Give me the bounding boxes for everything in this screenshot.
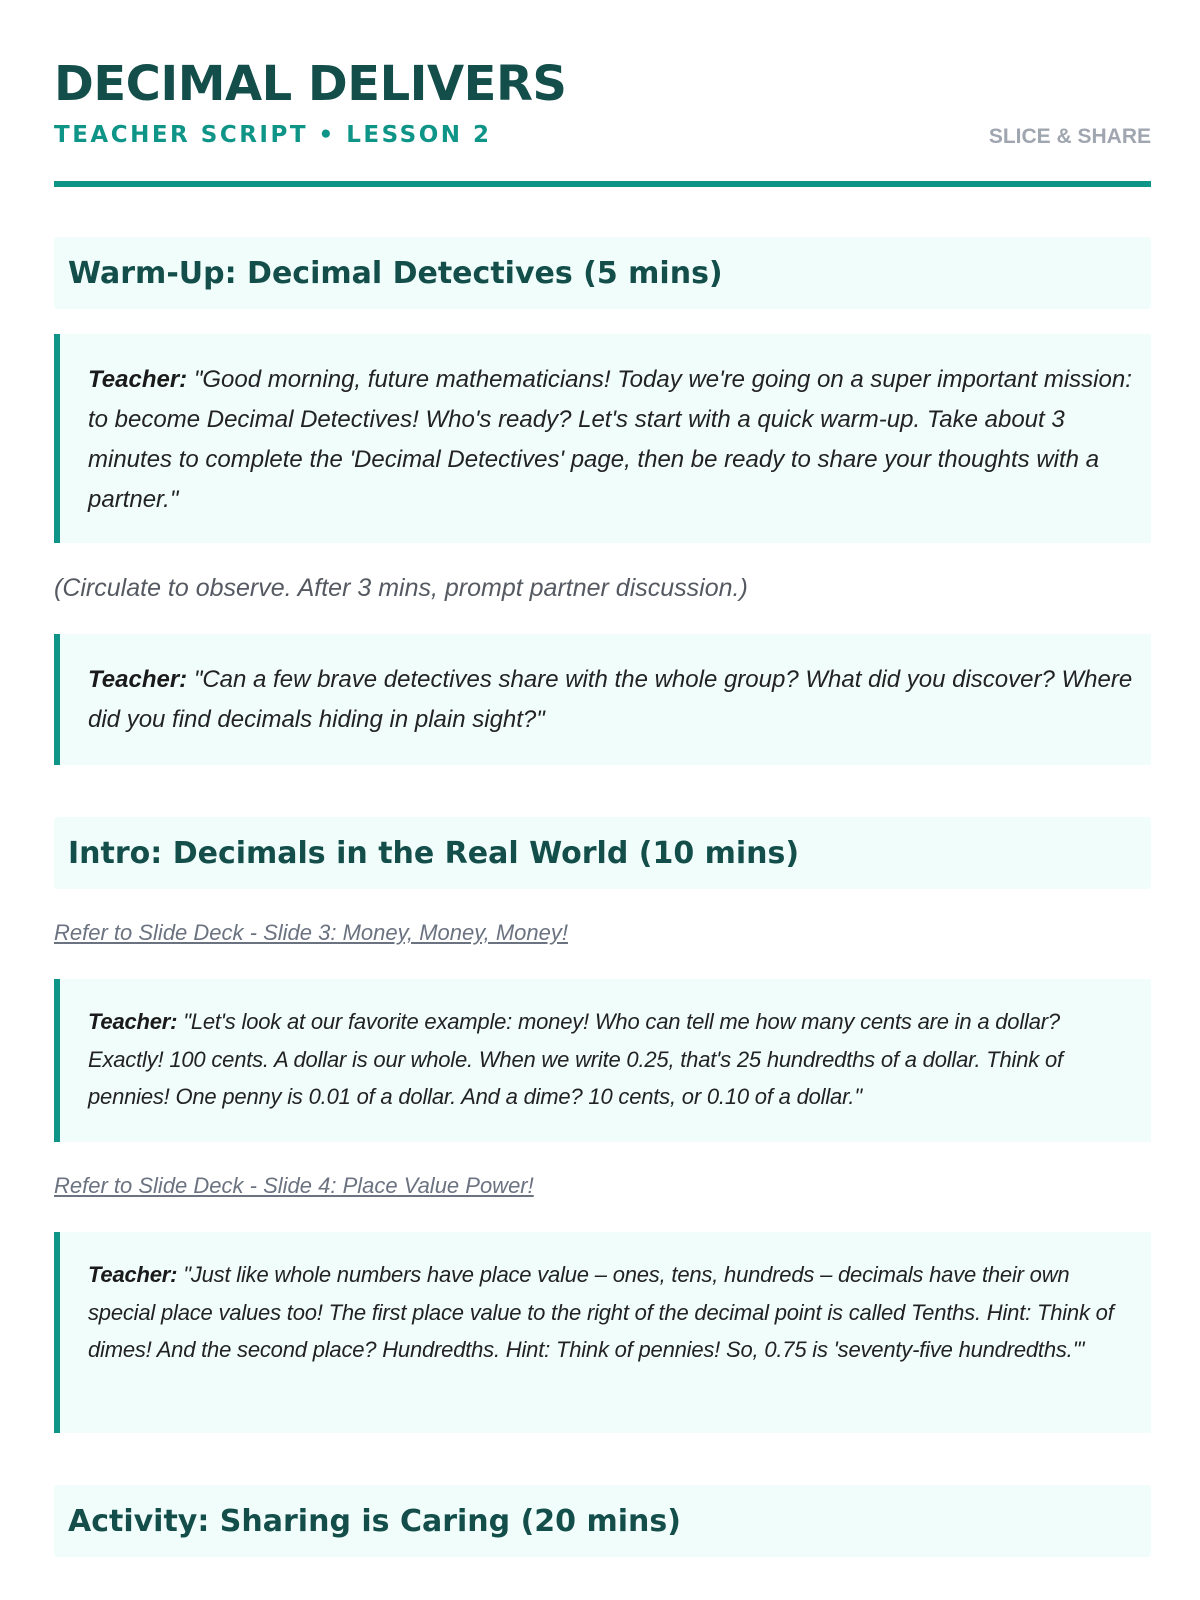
teacher-script-block [54, 979, 1151, 1142]
speaker-label: Teacher: [88, 1009, 178, 1034]
section-heading-warm-up: Warm-Up: Decimal Detectives (5 mins) [54, 237, 1151, 309]
script-text: "Can a few brave detectives share with the whole group? What did you discover? Where did you find decimals hiding in plain sight?" [88, 666, 1133, 733]
lesson-script-page [54, 0, 1151, 1600]
header-divider [54, 181, 1151, 187]
teacher-script-block [54, 1232, 1151, 1433]
section-heading-activity: Activity: Sharing is Caring (20 mins) [54, 1485, 1151, 1557]
teacher-script-block [54, 334, 1151, 543]
speaker-label: Teacher: [88, 366, 188, 393]
script-text: "Good morning, future mathematicians! Today we're going on a super important mission: to become Decimal Detectives! Who's ready? Let's start with a quick warm-up. Take about 3 minutes to complete the 'Decimal Detectives' page, then be ready to share your thoughts with a partner." [88, 366, 1132, 513]
brand-label: SLICE & SHARE [988, 125, 1151, 148]
script-text: "Let's look at our favorite example: money! Who can tell me how many cents are in a dollar? Exactly! 100 cents. A dollar is our whole. When we write 0.25, that's 25 hundredths of a dollar. Think of pennies! One penny is 0.01 of a dollar. And a dime? 10 cents, or 0.10 of a dollar." [88, 1009, 1063, 1109]
slide-reference-link[interactable]: Refer to Slide Deck - Slide 4: Place Value Power! [54, 1173, 534, 1198]
document-subtitle: TEACHER SCRIPT • LESSON 2 [54, 122, 492, 148]
slide-reference-link[interactable]: Refer to Slide Deck - Slide 3: Money, Money, Money! [54, 920, 568, 945]
teacher-script-block [54, 634, 1151, 765]
speaker-label: Teacher: [88, 666, 188, 693]
section-heading-intro: Intro: Decimals in the Real World (10 mins) [54, 817, 1151, 889]
script-text: "Just like whole numbers have place value – ones, tens, hundreds – decimals have their own special place values too! The first place value to the right of the decimal point is called Tenths. Hint: Think of dimes! And the second place? Hundredths. Hint: Think of pennies! So, 0.75 is 'seventy-five hundredths.'" [88, 1262, 1114, 1362]
speaker-label: Teacher: [88, 1262, 178, 1287]
stage-direction-note: (Circulate to observe. After 3 mins, prompt partner discussion.) [54, 574, 748, 602]
document-title: DECIMAL DELIVERS [54, 56, 567, 112]
